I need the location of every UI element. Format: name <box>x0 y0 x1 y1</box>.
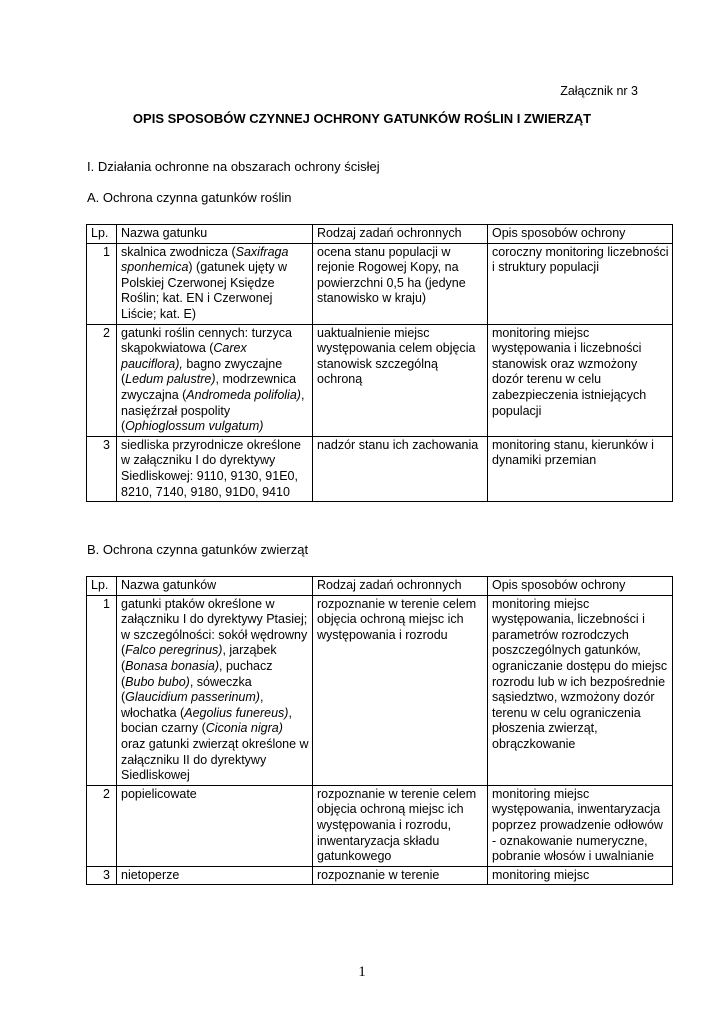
row-task: rozpoznanie w terenie <box>313 866 488 885</box>
section-heading-i: I. Działania ochronne na obszarach ochrony ścisłej <box>87 159 380 174</box>
header-name: Nazwa gatunków <box>117 577 313 596</box>
latin-species-name: Aegolius funereus) <box>184 705 289 720</box>
row-method: monitoring miejsc występowania i liczebności stanowisk oraz wzmożony dozór terenu w celu zabezpieczenia istniejących populacji <box>488 324 673 436</box>
animals-table <box>86 576 673 885</box>
table-row <box>87 866 673 885</box>
row-name: gatunki roślin cennych: turzyca skąpokwiatowa (Carex pauciflora), bagno zwyczajne (Ledum palustre), modrzewnica zwyczajna (Andromeda polifolia), nasięźrzał pospolity (Ophioglossum vulgatum) <box>117 324 313 436</box>
latin-species-name: Ciconia nigra) <box>205 721 283 736</box>
header-task: Rodzaj zadań ochronnych <box>313 225 488 244</box>
table-row <box>87 436 673 501</box>
document-title: OPIS SPOSOBÓW CZYNNEJ OCHRONY GATUNKÓW ROŚLIN I ZWIERZĄT <box>132 111 592 126</box>
row-lp: 3 <box>87 866 117 885</box>
row-task: ocena stanu populacji w rejonie Rogowej Kopy, na powierzchni 0,5 ha (jedyne stanowisko w kraju) <box>313 243 488 324</box>
header-task: Rodzaj zadań ochronnych <box>313 577 488 596</box>
row-name: siedliska przyrodnicze określone w załączniku I do dyrektywy Siedliskowej: 9110, 9130, 91E0, 8210, 7140, 9180, 91D0, 9410 <box>117 436 313 501</box>
row-name: gatunki ptaków określone w załączniku I do dyrektywy Ptasiej; w szczególności: sokół wędrowny (Falco peregrinus), jarząbek (Bonasa bonasia), puchacz (Bubo bubo), sóweczka (Glaucidium passerinum), włochatka (Aegolius funereus), bocian czarny (Ciconia nigra) oraz gatunki zwierząt określone w załączniku II do dyrektywy Siedliskowej <box>117 595 313 785</box>
row-name: nietoperze <box>117 866 313 885</box>
latin-species-name: Ledum palustre) <box>125 372 216 387</box>
latin-species-name: Ophioglossum vulgatum) <box>125 419 264 434</box>
row-task: nadzór stanu ich zachowania <box>313 436 488 501</box>
latin-species-name: Saxifraga sponhemica <box>121 244 289 275</box>
latin-species-name: Bonasa bonasia) <box>125 658 219 673</box>
row-task: rozpoznanie w terenie celem objęcia ochroną miejsc ich występowania i rozrodu, inwentaryzacja składu gatunkowego <box>313 785 488 866</box>
section-heading-b: B. Ochrona czynna gatunków zwierząt <box>87 542 309 557</box>
page-number: 1 <box>358 964 366 980</box>
row-lp: 2 <box>87 785 117 866</box>
row-lp: 1 <box>87 243 117 324</box>
table-header-row <box>87 577 673 596</box>
header-name: Nazwa gatunku <box>117 225 313 244</box>
row-method: monitoring miejsc <box>488 866 673 885</box>
row-lp: 1 <box>87 595 117 785</box>
header-lp: Lp. <box>87 225 117 244</box>
annex-label: Załącznik nr 3 <box>560 84 638 98</box>
table-row <box>87 595 673 785</box>
header-lp: Lp. <box>87 577 117 596</box>
latin-species-name: Bubo bubo) <box>125 674 190 689</box>
table-row <box>87 324 673 436</box>
row-method: monitoring stanu, kierunków i dynamiki przemian <box>488 436 673 501</box>
latin-species-name: Carex pauciflora), <box>121 341 247 371</box>
row-task: rozpoznanie w terenie celem objęcia ochroną miejsc ich występowania i rozrodu <box>313 595 488 785</box>
latin-species-name: Glaucidium passerinum) <box>125 690 260 705</box>
row-method: monitoring miejsc występowania, inwentaryzacja poprzez prowadzenie odłowów - oznakowanie numeryczne, pobranie włosów i uwalnianie <box>488 785 673 866</box>
row-name: popielicowate <box>117 785 313 866</box>
table-header-row <box>87 225 673 244</box>
plants-table <box>86 224 673 502</box>
row-method: coroczny monitoring liczebności i struktury populacji <box>488 243 673 324</box>
row-lp: 2 <box>87 324 117 436</box>
table-row <box>87 785 673 866</box>
table-row <box>87 243 673 324</box>
row-method: monitoring miejsc występowania, liczebności i parametrów rozrodczych poszczególnych gatunków, ograniczanie dostępu do miejsc rozrodu lub w ich bezpośrednie sąsiedztwo, wzmożony dozór terenu w celu ograniczenia płoszenia zwierząt, obrączkowanie <box>488 595 673 785</box>
latin-species-name: Andromeda polifolia) <box>186 387 301 402</box>
header-method: Opis sposobów ochrony <box>488 577 673 596</box>
row-name: skalnica zwodnicza (Saxifraga sponhemica) (gatunek ujęty w Polskiej Czerwonej Księdze Roślin; kat. EN i Czerwonej Liście; kat. E) <box>117 243 313 324</box>
row-task: uaktualnienie miejsc występowania celem objęcia stanowisk szczególną ochroną <box>313 324 488 436</box>
section-heading-a: A. Ochrona czynna gatunków roślin <box>87 190 292 205</box>
latin-species-name: Falco peregrinus) <box>125 643 223 658</box>
header-method: Opis sposobów ochrony <box>488 225 673 244</box>
row-lp: 3 <box>87 436 117 501</box>
